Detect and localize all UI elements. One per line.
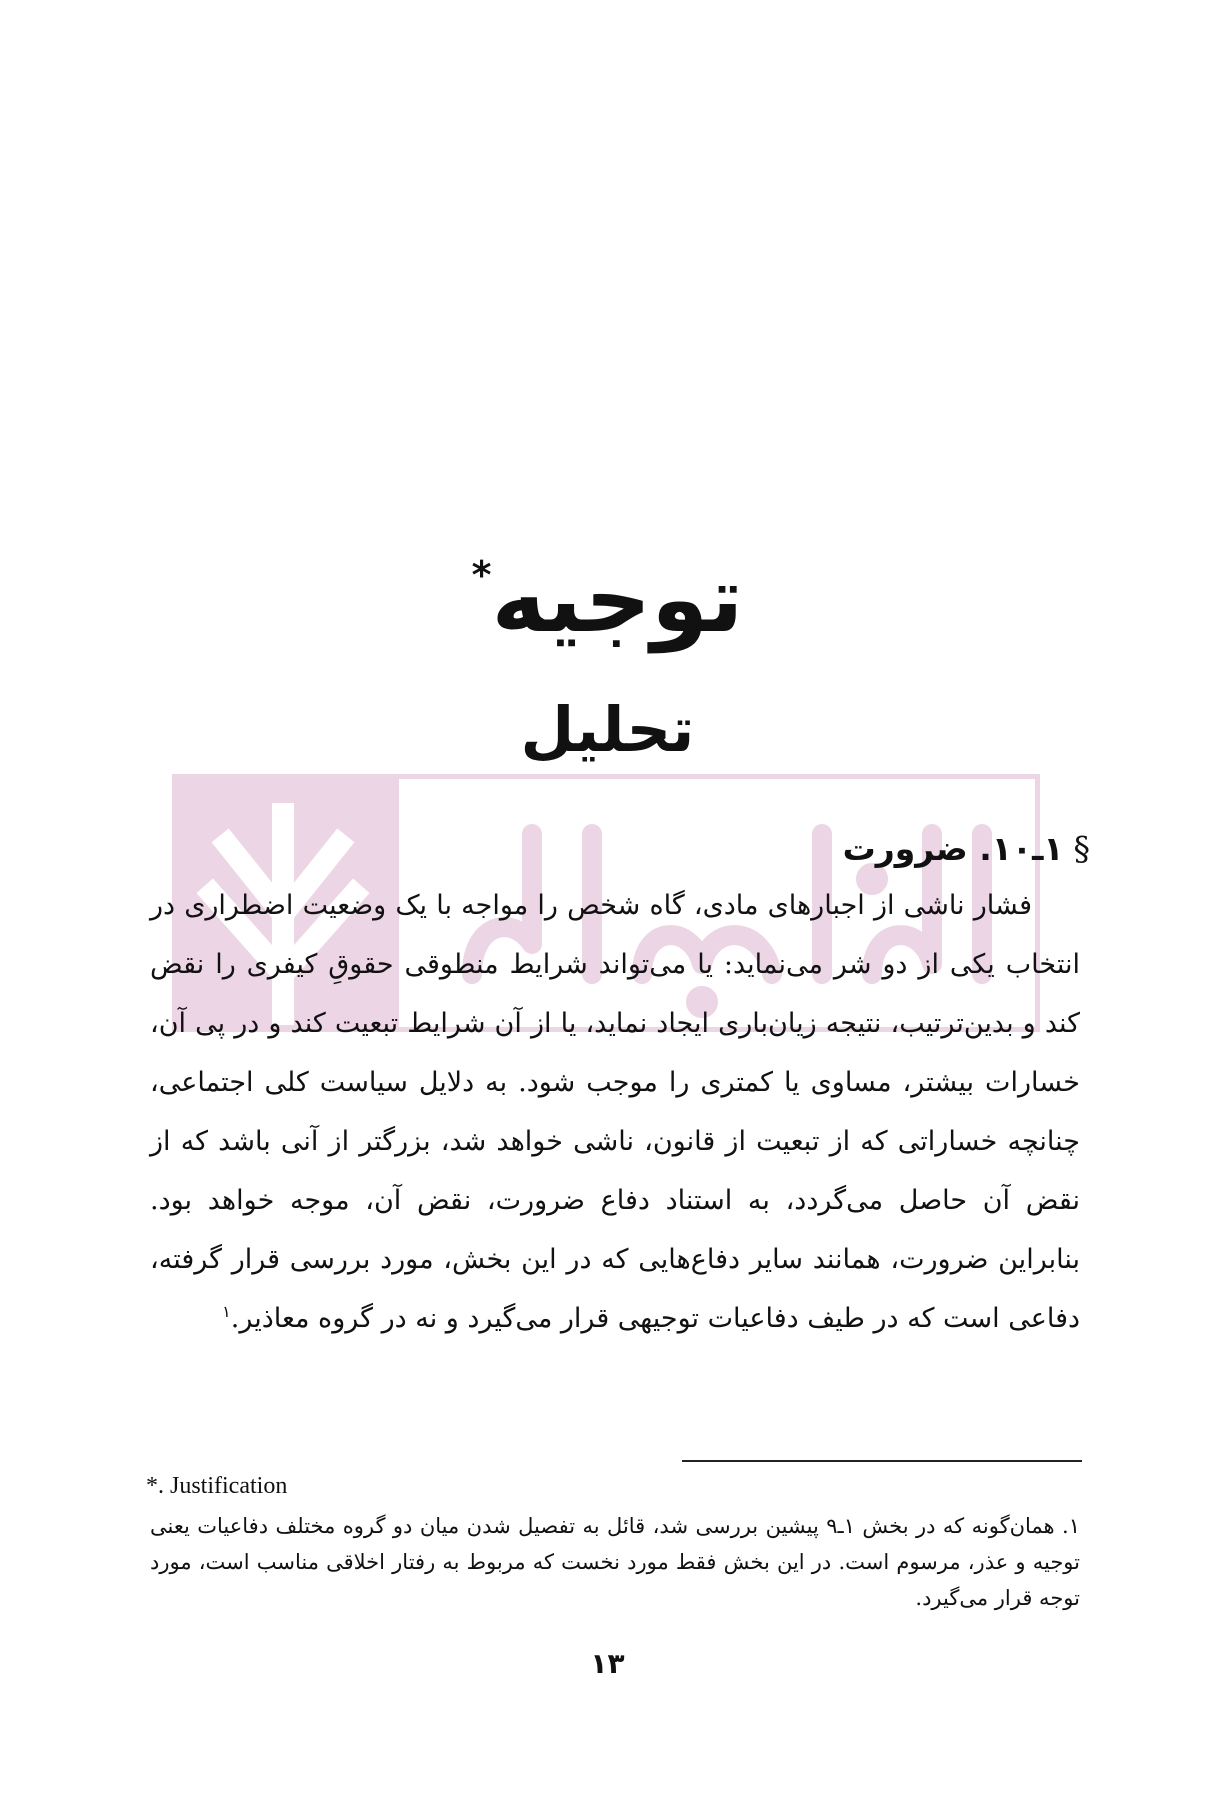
- section-heading-text: ۱ـ۱۰. ضرورت: [842, 829, 1064, 868]
- footnote-reference: ۱: [222, 1302, 231, 1321]
- chapter-subtitle: تحلیل: [520, 693, 695, 766]
- footnote-star: *. Justification: [146, 1473, 288, 1499]
- body-paragraph: [150, 876, 1080, 1348]
- footnote-divider: [682, 1460, 1082, 1462]
- section-heading: [843, 826, 1090, 872]
- page-number: ۱۳: [590, 1647, 625, 1680]
- body-paragraph-text: فشار ناشی از اجبارهای مادی، گاه شخص را مواجه با یک وضعیت اضطراری در انتخاب یکی از دو شر می‌نماید: یا می‌تواند شرایط منطوقی حقوقِ کیفری را نقض کند و بدین‌ترتیب، نتیجه زیان‌باری ایجاد نماید، یا از آن شرایط تبعیت کند و در پی آن، خسارات بیشتر، مساوی یا کمتری را موجب شود. به دلایل سیاست کلی اجتماعی، چنانچه خساراتی که از تبعیت از قانون، ناشی خواهد شد، بزرگتر از آنی باشد که از نقض آن حاصل می‌گردد، به استناد دفاع ضرورت، نقض آن، موجه خواهد بود. بنابراین ضرورت، همانند سایر دفاع‌هایی که در این بخش، مورد بررسی قرار گرفته، دفاعی است که در طیف دفاعیات توجیهی قرار می‌گیرد و نه در گروه معاذیر.: [150, 890, 1080, 1334]
- footnote-one: ۱. همان‌گونه که در بخش ۱ـ۹ پیشین بررسی شد، قائل به تفصیل شدن میان دو گروه مختلف دفاعیات یعنی توجیه و عذر، مرسوم است. در این بخش فقط مورد نخست که مربوط به رفتار اخلاقی مناسب است، مورد توجه قرار می‌گیرد.: [150, 1514, 1080, 1610]
- section-symbol: §: [1073, 829, 1090, 868]
- body-text: [150, 876, 1080, 1348]
- chapter-title: [0, 545, 1215, 655]
- chapter-title-footnote-mark: *: [471, 553, 492, 597]
- chapter-title-text: توجیه: [491, 546, 744, 653]
